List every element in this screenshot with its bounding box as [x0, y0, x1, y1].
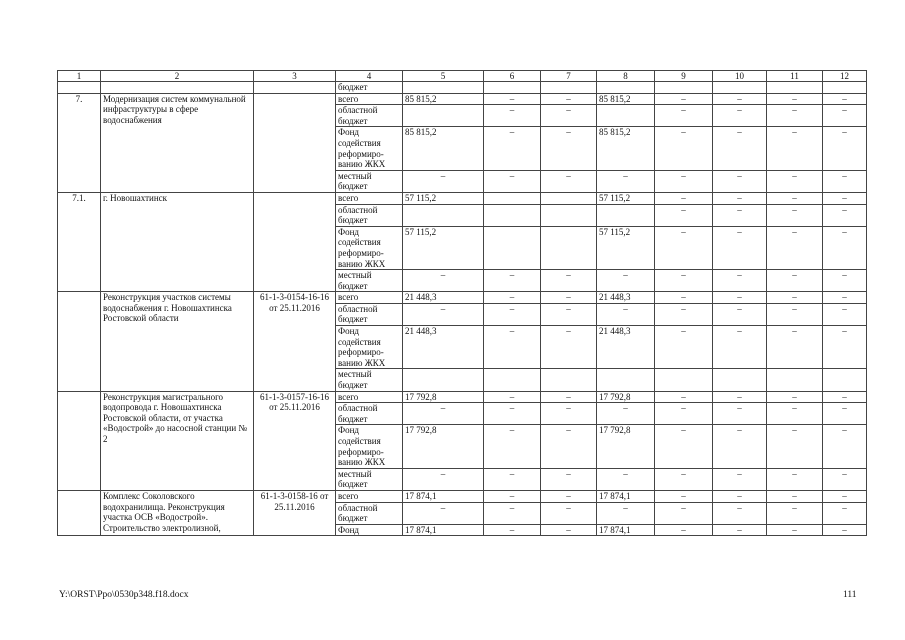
row-number-cell: [58, 391, 101, 490]
dash-cell: –: [767, 292, 823, 304]
dash-cell: –: [767, 226, 823, 269]
amount-cell: [484, 204, 541, 226]
dash-cell: –: [597, 270, 655, 292]
dash-cell: –: [655, 326, 713, 369]
row-number-cell: [58, 292, 101, 391]
funding-source-cell: Фонд содействия реформиро-ванию ЖКХ: [336, 326, 403, 369]
dash-cell: –: [655, 127, 713, 170]
amount-cell: [541, 192, 597, 204]
dash-cell: –: [823, 226, 867, 269]
dash-cell: –: [655, 468, 713, 490]
amount-cell: 85 815,2: [403, 93, 484, 105]
funding-source-cell: местный бюджет: [336, 468, 403, 490]
amount-cell: [484, 226, 541, 269]
amount-cell: [403, 105, 484, 127]
dash-cell: –: [767, 192, 823, 204]
registry-number-cell: 61-1-3-0154-16-16 от 25.11.2016: [254, 292, 336, 391]
budget-table: [57, 70, 867, 536]
dash-cell: –: [823, 105, 867, 127]
amount-cell: 17 874,1: [597, 490, 655, 502]
dash-cell: –: [484, 93, 541, 105]
dash-cell: –: [655, 502, 713, 524]
funding-source-cell: областной бюджет: [336, 403, 403, 425]
dash-cell: –: [713, 93, 767, 105]
item-name-cell: г. Новошахтинск: [101, 192, 254, 291]
dash-cell: –: [484, 127, 541, 170]
dash-cell: –: [767, 127, 823, 170]
dash-cell: –: [403, 170, 484, 192]
dash-cell: –: [767, 204, 823, 226]
funding-source-cell: всего: [336, 391, 403, 403]
dash-cell: –: [823, 403, 867, 425]
dash-cell: –: [403, 303, 484, 325]
col-header: 3: [254, 71, 336, 82]
amount-cell: [403, 82, 484, 94]
amount-cell: [484, 369, 541, 391]
amount-cell: 21 448,3: [403, 326, 484, 369]
registry-number-cell: [254, 192, 336, 291]
amount-cell: 17 874,1: [597, 524, 655, 536]
dash-cell: –: [484, 524, 541, 536]
dash-cell: –: [767, 425, 823, 468]
col-header: 5: [403, 71, 484, 82]
amount-cell: 17 792,8: [403, 425, 484, 468]
amount-cell: [655, 369, 713, 391]
dash-cell: –: [655, 403, 713, 425]
dash-cell: –: [541, 403, 597, 425]
dash-cell: –: [823, 326, 867, 369]
dash-cell: –: [713, 326, 767, 369]
dash-cell: –: [484, 468, 541, 490]
dash-cell: –: [655, 490, 713, 502]
table-row: [58, 490, 867, 502]
amount-cell: [597, 204, 655, 226]
item-name-cell: [101, 82, 254, 94]
row-number-cell: [58, 490, 101, 535]
funding-source-cell: бюджет: [336, 82, 403, 94]
dash-cell: –: [767, 270, 823, 292]
amount-cell: [767, 369, 823, 391]
dash-cell: –: [823, 490, 867, 502]
funding-source-cell: Фонд содействия реформиро-ванию ЖКХ: [336, 127, 403, 170]
col-header: 6: [484, 71, 541, 82]
dash-cell: –: [541, 93, 597, 105]
amount-cell: 85 815,2: [403, 127, 484, 170]
registry-number-cell: [254, 82, 336, 94]
dash-cell: –: [597, 170, 655, 192]
registry-number-cell: [254, 93, 336, 192]
dash-cell: –: [823, 93, 867, 105]
dash-cell: –: [767, 105, 823, 127]
dash-cell: –: [484, 105, 541, 127]
amount-cell: 21 448,3: [403, 292, 484, 304]
dash-cell: –: [541, 391, 597, 403]
dash-cell: –: [655, 192, 713, 204]
dash-cell: –: [713, 502, 767, 524]
funding-source-cell: местный бюджет: [336, 270, 403, 292]
dash-cell: –: [767, 326, 823, 369]
dash-cell: –: [541, 326, 597, 369]
dash-cell: –: [403, 502, 484, 524]
amount-cell: [541, 369, 597, 391]
funding-source-cell: областной бюджет: [336, 502, 403, 524]
dash-cell: –: [541, 270, 597, 292]
col-header: 11: [767, 71, 823, 82]
dash-cell: –: [597, 468, 655, 490]
funding-source-cell: всего: [336, 93, 403, 105]
dash-cell: –: [484, 170, 541, 192]
dash-cell: –: [823, 204, 867, 226]
dash-cell: –: [767, 524, 823, 536]
dash-cell: –: [403, 468, 484, 490]
amount-cell: 21 448,3: [597, 292, 655, 304]
table-row: [58, 82, 867, 94]
dash-cell: –: [823, 192, 867, 204]
table-row: [58, 391, 867, 403]
dash-cell: –: [823, 502, 867, 524]
dash-cell: –: [541, 127, 597, 170]
funding-source-cell: Фонд: [336, 524, 403, 536]
row-number-cell: 7.1.: [58, 192, 101, 291]
dash-cell: –: [823, 524, 867, 536]
dash-cell: –: [823, 425, 867, 468]
item-name-cell: Реконструкция магистрального водопровода г. Новошахтинска Ростовской области, от участка «Водострой» до насосной станции № 2: [101, 391, 254, 490]
dash-cell: –: [655, 425, 713, 468]
column-number-row: [58, 71, 867, 82]
funding-source-cell: всего: [336, 192, 403, 204]
dash-cell: –: [541, 170, 597, 192]
col-header: 7: [541, 71, 597, 82]
funding-source-cell: областной бюджет: [336, 204, 403, 226]
dash-cell: –: [597, 403, 655, 425]
amount-cell: 17 792,8: [597, 425, 655, 468]
dash-cell: –: [597, 502, 655, 524]
dash-cell: –: [713, 490, 767, 502]
row-number-cell: [58, 82, 101, 94]
dash-cell: –: [484, 292, 541, 304]
amount-cell: [823, 82, 867, 94]
dash-cell: –: [541, 425, 597, 468]
dash-cell: –: [767, 468, 823, 490]
dash-cell: –: [597, 303, 655, 325]
dash-cell: –: [713, 391, 767, 403]
dash-cell: –: [655, 226, 713, 269]
amount-cell: [713, 369, 767, 391]
dash-cell: –: [823, 391, 867, 403]
amount-cell: [713, 82, 767, 94]
item-name-cell: Модернизация систем коммунальной инфраструктуры в сфере водоснабжения: [101, 93, 254, 192]
funding-source-cell: всего: [336, 292, 403, 304]
dash-cell: –: [767, 303, 823, 325]
funding-source-cell: местный бюджет: [336, 369, 403, 391]
funding-source-cell: всего: [336, 490, 403, 502]
amount-cell: [597, 82, 655, 94]
dash-cell: –: [484, 490, 541, 502]
dash-cell: –: [655, 303, 713, 325]
table-row: [58, 93, 867, 105]
registry-number-cell: 61-1-3-0157-16-16 от 25.11.2016: [254, 391, 336, 490]
dash-cell: –: [655, 524, 713, 536]
dash-cell: –: [823, 170, 867, 192]
dash-cell: –: [823, 303, 867, 325]
amount-cell: [403, 204, 484, 226]
dash-cell: –: [767, 490, 823, 502]
table-row: [58, 292, 867, 304]
dash-cell: –: [713, 105, 767, 127]
dash-cell: –: [541, 105, 597, 127]
dash-cell: –: [484, 326, 541, 369]
amount-cell: [403, 369, 484, 391]
dash-cell: –: [484, 502, 541, 524]
dash-cell: –: [713, 425, 767, 468]
dash-cell: –: [484, 303, 541, 325]
dash-cell: –: [823, 468, 867, 490]
dash-cell: –: [767, 93, 823, 105]
dash-cell: –: [403, 270, 484, 292]
amount-cell: [541, 226, 597, 269]
dash-cell: –: [403, 403, 484, 425]
dash-cell: –: [655, 292, 713, 304]
dash-cell: –: [713, 127, 767, 170]
amount-cell: [484, 82, 541, 94]
dash-cell: –: [713, 403, 767, 425]
dash-cell: –: [541, 468, 597, 490]
page-number: 111: [843, 590, 857, 600]
dash-cell: –: [541, 303, 597, 325]
dash-cell: –: [655, 204, 713, 226]
table-row: [58, 192, 867, 204]
amount-cell: 85 815,2: [597, 127, 655, 170]
amount-cell: 85 815,2: [597, 93, 655, 105]
item-name-cell: Реконструкция участков системы водоснабжения г. Новошахтинска Ростовской области: [101, 292, 254, 391]
amount-cell: [823, 369, 867, 391]
dash-cell: –: [655, 391, 713, 403]
dash-cell: –: [713, 170, 767, 192]
col-header: 9: [655, 71, 713, 82]
amount-cell: [655, 82, 713, 94]
dash-cell: –: [541, 502, 597, 524]
funding-source-cell: Фонд содействия реформиро-ванию ЖКХ: [336, 226, 403, 269]
amount-cell: [541, 204, 597, 226]
amount-cell: 17 792,8: [403, 391, 484, 403]
col-header: 12: [823, 71, 867, 82]
amount-cell: 57 115,2: [403, 192, 484, 204]
amount-cell: [484, 192, 541, 204]
funding-source-cell: местный бюджет: [336, 170, 403, 192]
dash-cell: –: [484, 425, 541, 468]
col-header: 1: [58, 71, 101, 82]
funding-source-cell: областной бюджет: [336, 105, 403, 127]
dash-cell: –: [713, 192, 767, 204]
col-header: 8: [597, 71, 655, 82]
dash-cell: –: [655, 270, 713, 292]
amount-cell: [767, 82, 823, 94]
dash-cell: –: [655, 93, 713, 105]
col-header: 10: [713, 71, 767, 82]
dash-cell: –: [713, 204, 767, 226]
funding-source-cell: Фонд содействия реформиро-ванию ЖКХ: [336, 425, 403, 468]
registry-number-cell: 61-1-3-0158-16 от 25.11.2016: [254, 490, 336, 535]
dash-cell: –: [767, 170, 823, 192]
dash-cell: –: [767, 403, 823, 425]
dash-cell: –: [484, 391, 541, 403]
amount-cell: 57 115,2: [597, 192, 655, 204]
dash-cell: –: [713, 468, 767, 490]
dash-cell: –: [655, 170, 713, 192]
amount-cell: 17 874,1: [403, 524, 484, 536]
amount-cell: 57 115,2: [597, 226, 655, 269]
amount-cell: [541, 82, 597, 94]
dash-cell: –: [713, 303, 767, 325]
table-body: [58, 82, 867, 536]
dash-cell: –: [713, 226, 767, 269]
dash-cell: –: [713, 292, 767, 304]
amount-cell: 17 792,8: [597, 391, 655, 403]
dash-cell: –: [541, 524, 597, 536]
amount-cell: 21 448,3: [597, 326, 655, 369]
dash-cell: –: [484, 403, 541, 425]
amount-cell: 17 874,1: [403, 490, 484, 502]
col-header: 4: [336, 71, 403, 82]
dash-cell: –: [655, 105, 713, 127]
funding-source-cell: областной бюджет: [336, 303, 403, 325]
amount-cell: [597, 369, 655, 391]
item-name-cell: Комплекс Соколовского водохранилища. Реконструкция участка ОСВ «Водострой». Строительство электролизной,: [101, 490, 254, 535]
dash-cell: –: [823, 127, 867, 170]
col-header: 2: [101, 71, 254, 82]
dash-cell: –: [541, 490, 597, 502]
amount-cell: 57 115,2: [403, 226, 484, 269]
dash-cell: –: [541, 292, 597, 304]
file-path: Y:\ORST\Ppo\0530p348.f18.docx: [59, 590, 189, 600]
dash-cell: –: [823, 270, 867, 292]
amount-cell: [597, 105, 655, 127]
dash-cell: –: [713, 524, 767, 536]
row-number-cell: 7.: [58, 93, 101, 192]
dash-cell: –: [484, 270, 541, 292]
dash-cell: –: [713, 270, 767, 292]
dash-cell: –: [767, 502, 823, 524]
dash-cell: –: [823, 292, 867, 304]
dash-cell: –: [767, 391, 823, 403]
